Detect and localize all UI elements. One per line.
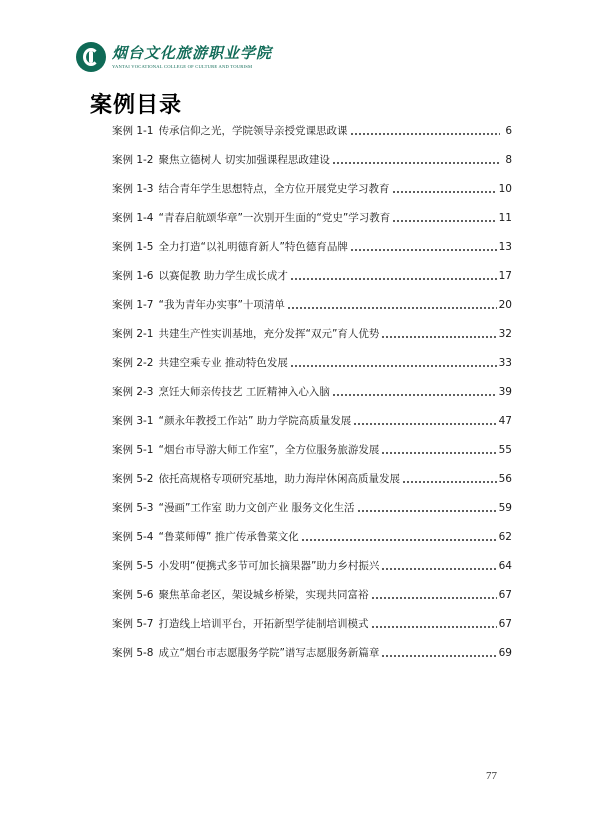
toc-entry[interactable] — [112, 319, 512, 348]
toc-entry-title: 打造线上培训平台，开拓新型学徒制培训模式 — [158, 618, 369, 630]
toc-entry[interactable] — [112, 261, 512, 290]
toc-entry-title: 依托高规格专项研究基地，助力海岸休闲高质量发展 — [158, 473, 400, 485]
college-name-cn: 烟台文化旅游职业学院 — [112, 43, 273, 62]
toc-entry[interactable] — [112, 377, 512, 406]
toc-dot-leader — [332, 394, 497, 396]
toc-entry-label: 案例 5-2 — [112, 473, 154, 485]
toc-entry-page: 6 — [505, 124, 512, 137]
toc-entry-label: 案例 1-6 — [112, 270, 154, 282]
college-logo-icon — [76, 42, 106, 72]
toc-dot-leader — [371, 626, 497, 628]
toc-dot-leader — [290, 278, 497, 280]
toc-entry-title: 共建生产性实训基地，充分发挥“双元”育人优势 — [158, 328, 380, 340]
toc-entry-page: 69 — [498, 646, 512, 659]
toc-entry[interactable] — [112, 116, 512, 145]
toc-entry-title: 聚焦立德树人 切实加强课程思政建设 — [158, 154, 330, 166]
table-of-contents — [112, 116, 512, 667]
toc-entry-page: 56 — [498, 472, 512, 485]
toc-entry-title: 结合青年学生思想特点，全方位开展党史学习教育 — [158, 183, 390, 195]
toc-entry-label: 案例 5-5 — [112, 560, 154, 572]
toc-dot-leader — [381, 568, 496, 570]
toc-entry-page: 47 — [498, 414, 512, 427]
toc-entry-title: “青春启航颂华章”一次别开生面的“党史”学习教育 — [158, 212, 391, 224]
toc-entry[interactable] — [112, 522, 512, 551]
toc-entry-label: 案例 5-7 — [112, 618, 154, 630]
page-title: 案例目录 — [90, 93, 183, 118]
toc-entry-label: 案例 1-3 — [112, 183, 154, 195]
toc-entry-title: 传承信仰之光，学院领导亲授党课思政课 — [158, 125, 348, 137]
toc-entry-title: 共建空乘专业 推动特色发展 — [158, 357, 288, 369]
toc-entry-page: 8 — [505, 153, 512, 166]
toc-entry-page: 32 — [498, 327, 512, 340]
toc-entry-page: 64 — [498, 559, 512, 572]
toc-entry[interactable] — [112, 551, 512, 580]
toc-entry[interactable] — [112, 203, 512, 232]
toc-dot-leader — [402, 481, 497, 483]
page-number: 77 — [486, 770, 497, 782]
toc-dot-leader — [381, 655, 496, 657]
toc-entry-label: 案例 5-8 — [112, 647, 154, 659]
toc-dot-leader — [381, 336, 496, 338]
toc-entry-label: 案例 2-1 — [112, 328, 154, 340]
toc-entry-page: 67 — [498, 617, 512, 630]
toc-entry-title: “漫画”工作室 助力文创产业 服务文化生活 — [158, 502, 355, 514]
toc-entry-page: 55 — [498, 443, 512, 456]
toc-entry-label: 案例 3-1 — [112, 415, 154, 427]
toc-entry-title: “颜永年教授工作站” 助力学院高质量发展 — [158, 415, 352, 427]
toc-entry-page: 11 — [498, 211, 512, 224]
toc-entry[interactable] — [112, 493, 512, 522]
toc-entry-title: 成立“烟台市志愿服务学院”谱写志愿服务新篇章 — [158, 647, 380, 659]
toc-dot-leader — [353, 423, 496, 425]
toc-dot-leader — [381, 452, 496, 454]
toc-entry[interactable] — [112, 464, 512, 493]
toc-entry-title: “鲁菜师傅” 推广传承鲁菜文化 — [158, 531, 299, 543]
toc-entry-page: 17 — [498, 269, 512, 282]
toc-entry-label: 案例 1-2 — [112, 154, 154, 166]
toc-entry-title: 烹饪大师亲传技艺 工匠精神入心入脑 — [158, 386, 330, 398]
toc-entry[interactable] — [112, 232, 512, 261]
college-name-en: YANTAI VOCATIONAL COLLEGE OF CULTURE AND TOURISM — [112, 63, 253, 69]
toc-dot-leader — [290, 365, 497, 367]
toc-entry-title: 以赛促教 助力学生成长成才 — [158, 270, 288, 282]
toc-entry-title: “烟台市导游大师工作室”，全方位服务旅游发展 — [158, 444, 380, 456]
toc-entry[interactable] — [112, 580, 512, 609]
toc-dot-leader — [301, 539, 497, 541]
toc-entry-label: 案例 2-3 — [112, 386, 154, 398]
toc-dot-leader — [357, 510, 497, 512]
toc-entry[interactable] — [112, 290, 512, 319]
toc-entry[interactable] — [112, 145, 512, 174]
toc-entry[interactable] — [112, 174, 512, 203]
toc-dot-leader — [332, 162, 500, 164]
toc-entry-label: 案例 5-6 — [112, 589, 154, 601]
toc-entry-page: 67 — [498, 588, 512, 601]
toc-dot-leader — [350, 249, 497, 251]
toc-entry-page: 10 — [498, 182, 512, 195]
toc-entry[interactable] — [112, 638, 512, 667]
toc-entry-title: “我为青年办实事”十项清单 — [158, 299, 285, 311]
toc-entry-title: 聚焦革命老区，架设城乡桥梁，实现共同富裕 — [158, 589, 369, 601]
toc-entry-title: 全力打造“以礼明德育新人”特色德育品牌 — [158, 241, 348, 253]
toc-entry-label: 案例 5-3 — [112, 502, 154, 514]
toc-entry[interactable] — [112, 609, 512, 638]
toc-entry-label: 案例 1-4 — [112, 212, 154, 224]
toc-entry-label: 案例 1-7 — [112, 299, 154, 311]
toc-dot-leader — [392, 191, 497, 193]
toc-entry-page: 20 — [498, 298, 512, 311]
toc-entry-label: 案例 1-5 — [112, 241, 154, 253]
toc-dot-leader — [287, 307, 497, 309]
toc-entry-label: 案例 5-4 — [112, 531, 154, 543]
toc-entry[interactable] — [112, 435, 512, 464]
toc-dot-leader — [371, 597, 497, 599]
toc-entry-label: 案例 5-1 — [112, 444, 154, 456]
toc-entry-page: 62 — [498, 530, 512, 543]
toc-entry-label: 案例 2-2 — [112, 357, 154, 369]
toc-entry[interactable] — [112, 406, 512, 435]
toc-entry[interactable] — [112, 348, 512, 377]
toc-entry-title: 小发明“便携式多节可加长摘果器”助力乡村振兴 — [158, 560, 380, 572]
college-logo-text — [112, 45, 272, 70]
toc-entry-page: 33 — [498, 356, 512, 369]
toc-entry-page: 39 — [498, 385, 512, 398]
page-header — [76, 40, 272, 74]
toc-dot-leader — [350, 133, 501, 135]
toc-entry-page: 59 — [498, 501, 512, 514]
toc-entry-label: 案例 1-1 — [112, 125, 154, 137]
toc-entry-page: 13 — [498, 240, 512, 253]
toc-dot-leader — [392, 220, 496, 222]
